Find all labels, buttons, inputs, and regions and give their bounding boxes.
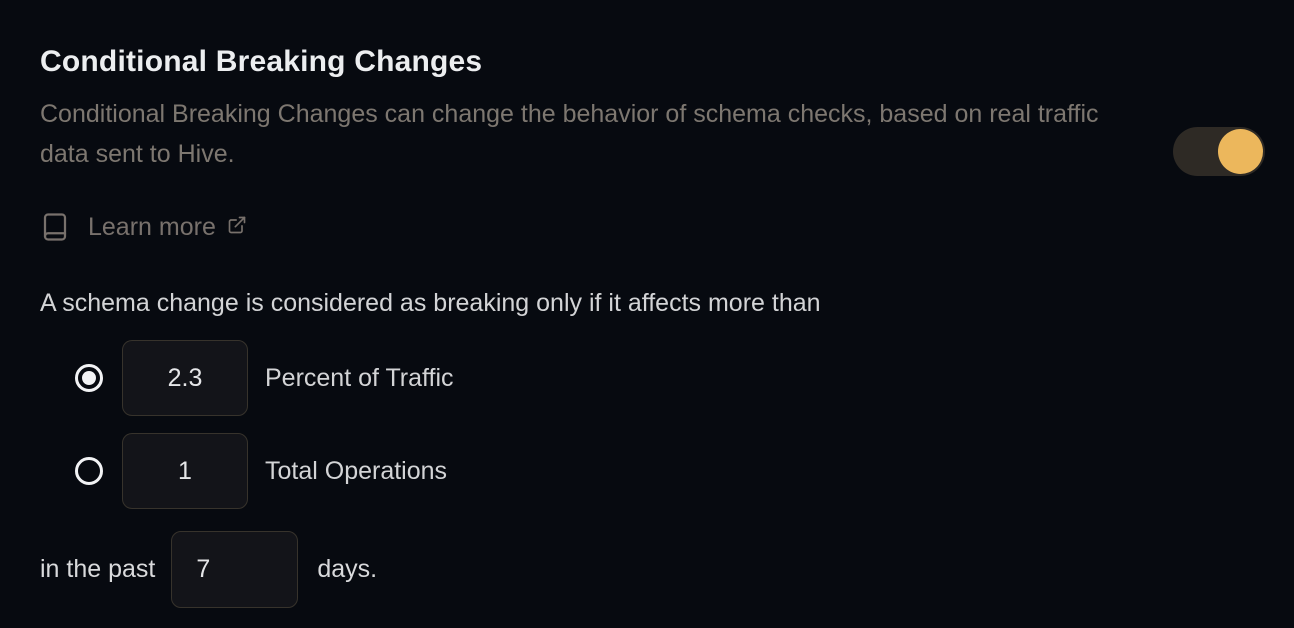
total-operations-label: Total Operations xyxy=(265,456,448,485)
percent-of-traffic-radio[interactable] xyxy=(75,364,103,392)
external-link-icon xyxy=(227,215,247,235)
learn-more-label: Learn more xyxy=(88,212,216,241)
period-suffix: days. xyxy=(317,555,378,583)
period-prefix: in the past xyxy=(40,555,156,583)
total-operations-input[interactable] xyxy=(122,433,248,509)
toggle-knob xyxy=(1218,129,1263,174)
criteria-intro: A schema change is considered as breaking only if it affects more than xyxy=(40,289,821,317)
learn-more-link[interactable] xyxy=(40,212,247,242)
period-row xyxy=(40,531,1254,608)
total-operations-radio[interactable] xyxy=(75,457,103,485)
radio-dot xyxy=(82,371,96,385)
section-description: Conditional Breaking Changes can change the behavior of schema checks, based on real traffic data sent to Hive. xyxy=(40,100,1099,168)
period-days-input[interactable] xyxy=(171,531,298,608)
book-icon xyxy=(40,212,70,242)
percent-of-traffic-row xyxy=(75,340,1254,416)
percent-of-traffic-label: Percent of Traffic xyxy=(265,363,454,392)
conditional-breaking-changes-toggle[interactable] xyxy=(1173,127,1265,176)
total-operations-row xyxy=(75,433,1254,509)
percent-of-traffic-input[interactable] xyxy=(122,340,248,416)
section-title: Conditional Breaking Changes xyxy=(40,45,483,78)
